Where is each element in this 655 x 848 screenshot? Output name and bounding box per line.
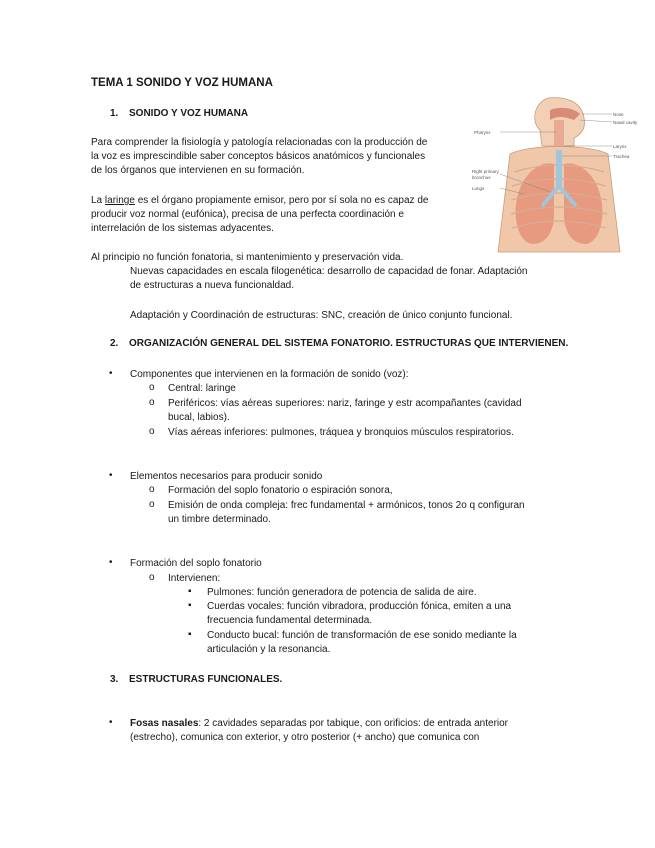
circle-bullet-icon: o (149, 397, 155, 408)
text-line: frecuencia fundamental determinada. (207, 615, 373, 627)
text-span: La (91, 195, 105, 206)
text-line (91, 194, 428, 208)
elements-lead: Elementos necesarios para producir sonido (130, 471, 323, 482)
text-line: articulación y la resonancia. (207, 644, 331, 656)
soplo-sub: Intervienen: (168, 573, 221, 584)
components-item (168, 397, 522, 425)
figure-label-nose: Nose (613, 112, 624, 117)
elements-item: Formación del soplo fonatorio o espiración sonora, (168, 485, 393, 496)
section-3-number: 3. (110, 674, 119, 685)
fosas-paragraph (130, 717, 508, 745)
circle-bullet-icon: o (149, 484, 155, 495)
page-title: TEMA 1 SONIDO Y VOZ HUMANA (91, 77, 273, 89)
section-2-heading: ORGANIZACIÓN GENERAL DEL SISTEMA FONATORIO. ESTRUCTURAS QUE INTERVIENEN. (129, 338, 569, 349)
text-span: es el órgano propiamente emisor, pero por sí sola no es capaz de (134, 195, 429, 206)
text-line: Periféricos: vías aéreas superiores: nariz, faringe y estr acompañantes (cavidad (168, 398, 522, 409)
components-item: Central: laringe (168, 383, 236, 394)
text-line (130, 717, 508, 731)
intro-paragraph-4 (130, 265, 528, 293)
text-line: Conducto bucal: función de transformación de ese sonido mediante la (207, 630, 517, 641)
figure-label-right-primary: Right primary (472, 169, 499, 174)
soplo-item: Pulmones: función generadora de potencia de salida de aire. (207, 587, 477, 598)
bullet-icon: • (109, 470, 113, 481)
text-line: la voz es imprescindible saber conceptos básicos anatómicos y funcionales (91, 151, 426, 163)
section-3-heading: ESTRUCTURAS FUNCIONALES. (129, 674, 283, 685)
figure-label-nasal-cavity: Nasal cavity (613, 120, 638, 125)
text-line: producir voz normal (eufónica), precisa de una perfecta coordinación e (91, 209, 404, 221)
circle-bullet-icon: o (149, 426, 155, 437)
soplo-item (207, 629, 517, 657)
text-line: un timbre determinado. (168, 514, 271, 526)
bullet-icon: • (109, 717, 113, 728)
soplo-item (207, 600, 511, 628)
square-bullet-icon: ▪ (188, 629, 192, 640)
text-line: de estructuras a nueva funcionaldad. (130, 280, 294, 292)
text-line: interrelación de los sistemas adyacentes. (91, 223, 274, 235)
bullet-icon: • (109, 368, 113, 379)
figure-label-bronchus: bronchus (472, 175, 491, 180)
figure-label-larynx: Larynx (613, 144, 627, 149)
figure-label-lungs: Lungs (472, 186, 485, 191)
text-line: Emisión de onda compleja: frec fundamental + armónicos, tonos 2o q configuran (168, 500, 525, 511)
bullet-icon: • (109, 557, 113, 568)
intro-paragraph-1 (91, 136, 427, 179)
respiratory-system-figure (470, 94, 638, 254)
text-line: de los órganos que intervienen en su formación. (91, 165, 305, 177)
text-span: : 2 cavidades separadas por tabique, con orificios: de entrada anterior (198, 718, 509, 729)
soplo-lead: Formación del soplo fonatorio (130, 558, 262, 569)
text-line: (estrecho), comunica con exterior, y otro posterior (+ ancho) que comunica con (130, 732, 480, 744)
intro-paragraph-5: Adaptación y Coordinación de estructuras: SNC, creación de único conjunto funcional. (130, 310, 513, 321)
figure-label-pharynx: Pharynx (474, 130, 491, 135)
elements-item (168, 499, 525, 527)
intro-paragraph-2 (91, 194, 428, 237)
circle-bullet-icon: o (149, 572, 155, 583)
square-bullet-icon: ▪ (188, 586, 192, 597)
square-bullet-icon: ▪ (188, 600, 192, 611)
figure-label-trachea: Trachea (613, 154, 630, 159)
text-line: Para comprender la fisiología y patología relacionadas con la producción de (91, 137, 428, 148)
circle-bullet-icon: o (149, 382, 155, 393)
components-item: Vías aéreas inferiores: pulmones, tráquea y bronquios músculos respiratorios. (168, 427, 514, 438)
section-2-number: 2. (110, 338, 119, 349)
text-line: bucal, labios). (168, 412, 230, 424)
section-1-heading: SONIDO Y VOZ HUMANA (129, 108, 249, 119)
laringe-word: laringe (104, 195, 135, 206)
fosas-term: Fosas nasales (130, 718, 199, 729)
section-1-number: 1. (110, 108, 119, 119)
circle-bullet-icon: o (149, 499, 155, 510)
intro-paragraph-3: Al principio no función fonatoria, si mantenimiento y preservación vida. (91, 252, 404, 263)
trachea-shape (556, 150, 562, 188)
components-lead: Componentes que intervienen en la formación de sonido (voz): (130, 369, 409, 380)
text-line: Nuevas capacidades en escala filogenética: desarrollo de capacidad de fonar. Adaptación (130, 266, 528, 277)
text-line: Cuerdas vocales: función vibradora, producción fónica, emiten a una (207, 601, 512, 612)
